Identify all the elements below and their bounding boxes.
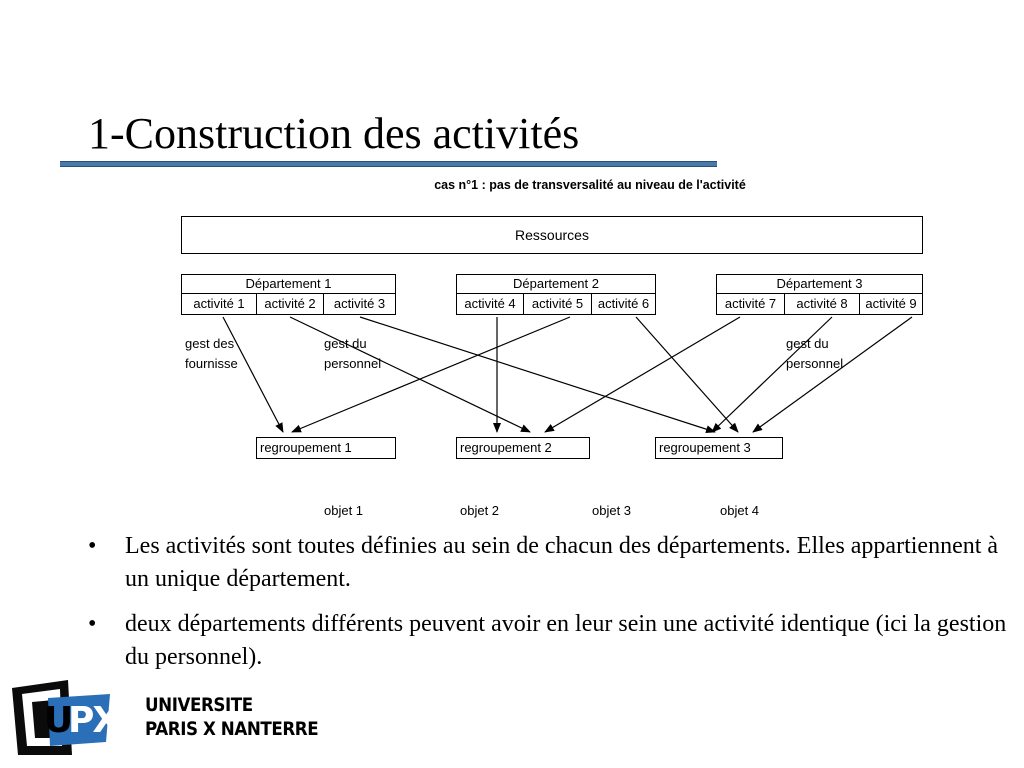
arrow-activity5-to-grouping1 xyxy=(292,317,570,432)
annotation-line: personnel xyxy=(786,356,844,371)
grouping-3: regroupement 3 xyxy=(655,437,783,459)
svg-text:U: U xyxy=(44,700,72,741)
annotation-line: gest du xyxy=(786,336,829,351)
arrow-activity3-to-grouping3 xyxy=(360,317,715,432)
university-name-line2: PARIS X NANTERRE xyxy=(145,718,319,740)
bullet-item: • deux départements différents peuvent avoir en leur sein une activité identique (ici la gestion du personnel). xyxy=(88,608,1008,674)
bullet-list xyxy=(88,530,1008,686)
object-3: objet 3 xyxy=(592,503,632,518)
university-name xyxy=(145,693,318,741)
department-3-header: Département 3 xyxy=(716,274,923,294)
diagram-subtitle: cas n°1 : pas de transversalité au niveau de l'activité xyxy=(434,178,746,192)
arrow-activity1-to-grouping1 xyxy=(223,317,283,432)
activity-1: activité 1 xyxy=(182,294,257,314)
activity-7: activité 7 xyxy=(717,294,785,314)
activity-9: activité 9 xyxy=(865,296,917,311)
bullet-item: • Les activités sont toutes définies au sein de chacun des départements. Elles appartiennent à un unique département. xyxy=(88,530,1008,596)
annotation-line: gest des xyxy=(185,336,235,351)
slide-title: 1-Construction des activités xyxy=(88,109,580,158)
department-1-header: Département 1 xyxy=(181,274,396,294)
activity-8: activité 8 xyxy=(785,294,860,314)
activity-4: activité 4 xyxy=(457,294,524,314)
grouping-1: regroupement 1 xyxy=(256,437,396,459)
arrow-activity2-to-grouping2 xyxy=(290,317,530,432)
activity-5: activité 5 xyxy=(524,294,592,314)
resources-box: Ressources xyxy=(181,216,923,254)
arrow-activity8-to-grouping3 xyxy=(712,317,832,432)
object-1: objet 1 xyxy=(324,503,364,518)
arrow-activity9-to-grouping3 xyxy=(753,317,912,432)
annotation-line: personnel xyxy=(324,356,382,371)
object-4: objet 4 xyxy=(720,503,760,518)
department-2-header: Département 2 xyxy=(456,274,656,294)
svg-text:PX: PX xyxy=(68,700,119,741)
annotation-line: fournisse xyxy=(185,356,238,371)
activity-2: activité 2 xyxy=(257,294,324,314)
object-2: objet 2 xyxy=(460,503,500,518)
university-name-line1: UNIVERSITE xyxy=(145,694,253,716)
annotation-line: gest du xyxy=(324,336,367,351)
arrow-activity7-to-grouping2 xyxy=(545,317,740,432)
activity-3: activité 3 xyxy=(333,296,386,311)
activity-6: activité 6 xyxy=(597,296,650,311)
arrow-activity6-to-grouping3 xyxy=(636,317,738,432)
upx-logo-icon xyxy=(10,680,135,755)
grouping-2: regroupement 2 xyxy=(456,437,590,459)
